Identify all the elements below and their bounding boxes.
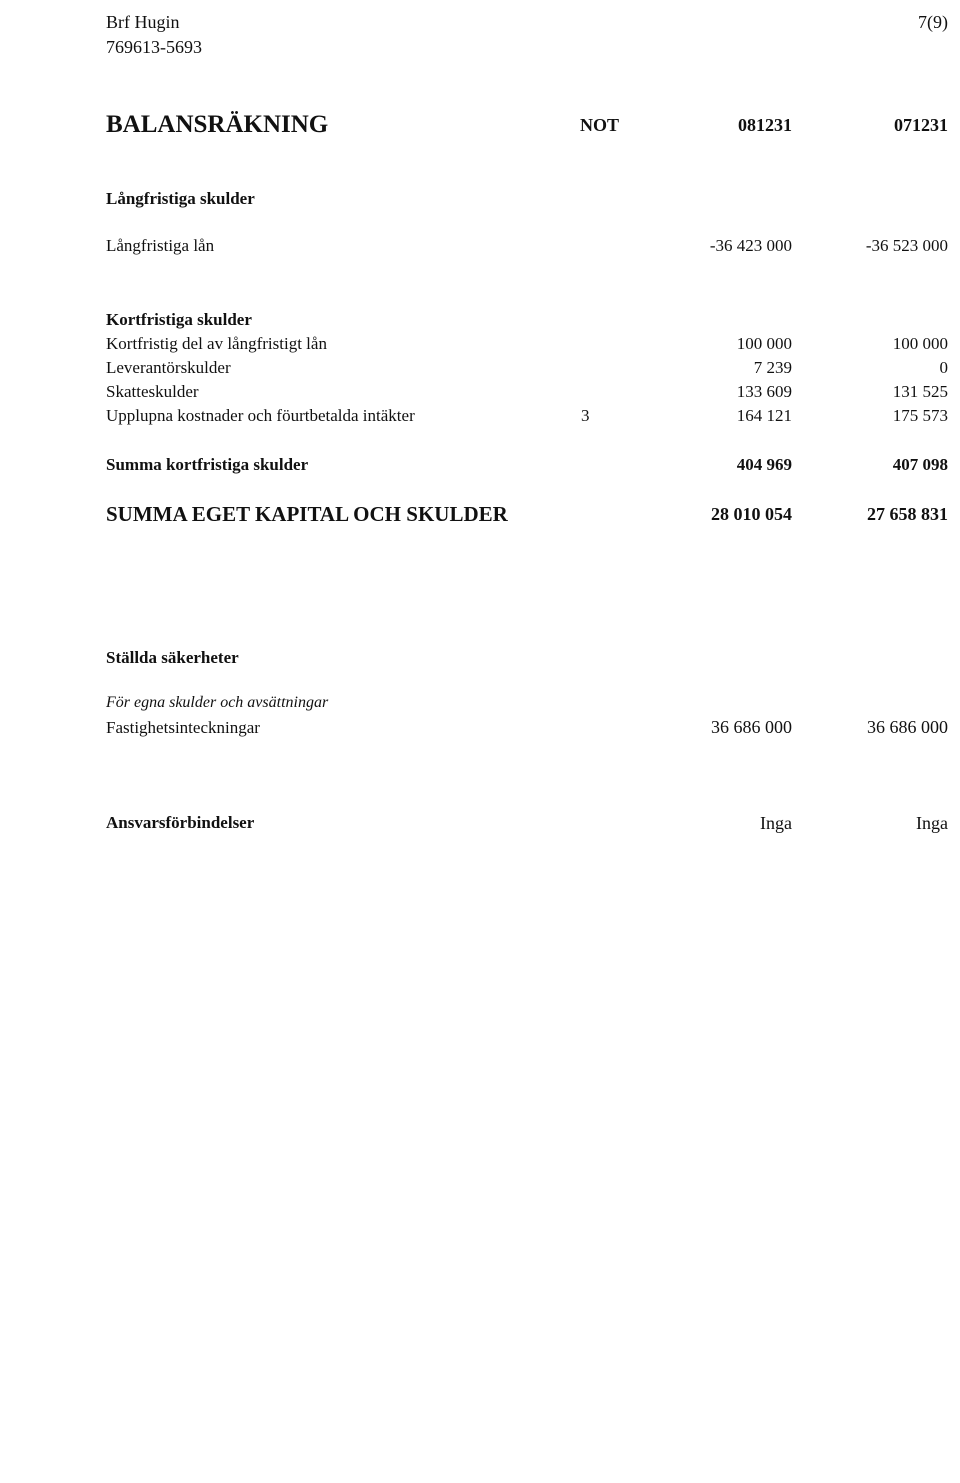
page-title: BALANSRÄKNING — [106, 111, 329, 138]
org-number: 769613-5693 — [106, 37, 202, 57]
row-value-2007: 131 525 — [892, 382, 948, 401]
row-label: Kortfristig del av långfristigt lån — [106, 334, 327, 353]
page-number: 7(9) — [918, 12, 948, 32]
row-value-2008: 133 609 — [736, 382, 792, 401]
section-heading-pledged: Ställda säkerheter — [106, 648, 239, 667]
grand-total-2008: 28 010 054 — [711, 504, 792, 524]
row-value-2007: -36 523 000 — [865, 236, 948, 255]
row-value-2008: 7 239 — [753, 358, 792, 377]
row-value-2008: -36 423 000 — [709, 236, 792, 255]
note-column-header: NOT — [580, 115, 620, 135]
row-label: Skatteskulder — [106, 382, 199, 401]
row-value-2008: 36 686 000 — [711, 717, 792, 737]
contingent-2007: Inga — [916, 813, 948, 833]
column-header-2007: 071231 — [894, 115, 948, 135]
row-note: 3 — [581, 406, 590, 425]
section-heading-short-term: Kortfristiga skulder — [106, 310, 252, 329]
sum-short-term-2008: 404 969 — [736, 455, 792, 474]
row-value-2007: 175 573 — [892, 406, 948, 425]
org-name: Brf Hugin — [106, 12, 180, 32]
row-value-2008: 164 121 — [736, 406, 792, 425]
row-value-2007: 0 — [939, 358, 948, 377]
row-value-2007: 36 686 000 — [867, 717, 948, 737]
pledged-subheading: För egna skulder och avsättningar — [106, 694, 329, 711]
grand-total-label: SUMMA EGET KAPITAL OCH SKULDER — [106, 502, 508, 526]
row-label: Leverantörskulder — [106, 358, 231, 377]
section-heading-long-term: Långfristiga skulder — [106, 189, 255, 208]
sum-short-term-label: Summa kortfristiga skulder — [106, 455, 309, 474]
row-label: Långfristiga lån — [106, 236, 215, 255]
grand-total-2007: 27 658 831 — [867, 504, 948, 524]
column-header-2008: 081231 — [738, 115, 792, 135]
row-value-2007: 100 000 — [892, 334, 948, 353]
row-value-2008: 100 000 — [736, 334, 792, 353]
row-label: Upplupna kostnader och föurtbetalda intäkter — [106, 406, 415, 425]
sum-short-term-2007: 407 098 — [892, 455, 948, 474]
contingent-2008: Inga — [760, 813, 792, 833]
contingent-label: Ansvarsförbindelser — [106, 813, 255, 832]
row-label: Fastighetsinteckningar — [106, 718, 260, 737]
